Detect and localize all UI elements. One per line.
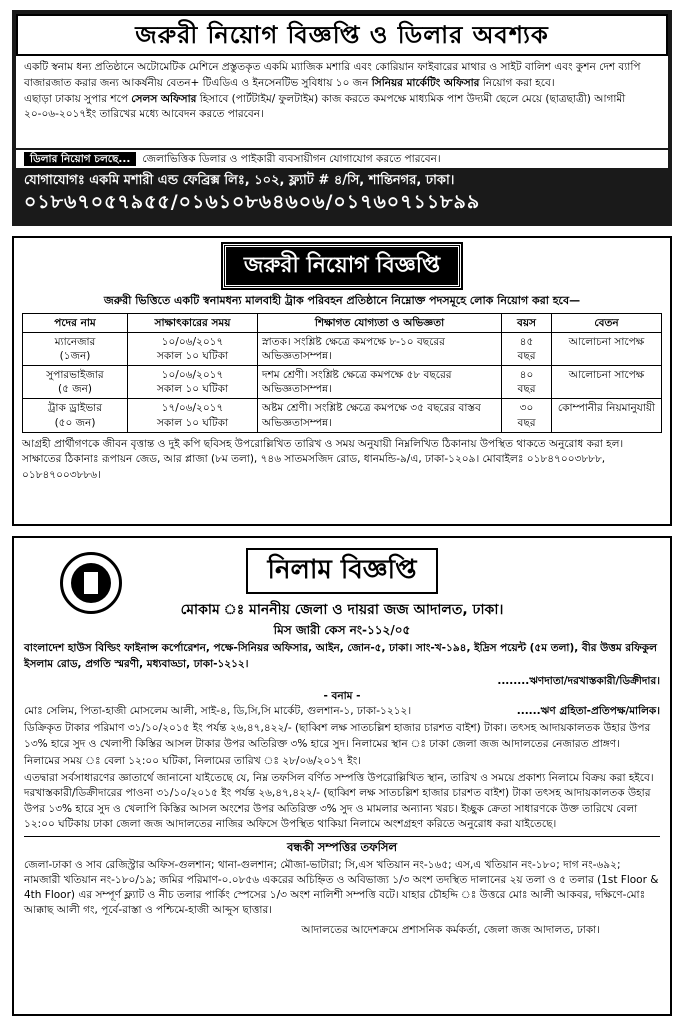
interview-date: ১০/০৬/২০১৭ bbox=[161, 335, 224, 348]
truck-recruitment-ad bbox=[12, 236, 672, 526]
dealer-head: ডিলার নিয়োগ চলছে... bbox=[24, 152, 136, 166]
ad1-para2-bold: সেলস অফিসার bbox=[131, 92, 197, 105]
ad2-footer: আগ্রহী প্রার্থীগণকে জীবন বৃত্তান্ত ও দুই কপি ছবিসহ উপরোল্লিখিত তারিখ ও সময় অনুযায়ী নিম্নলিখিত ঠিকানায় উপস্থিত থাকতে অনুরোধ করা হল। সাক্ষাতের ঠিকানাঃ রূপায়ন জেড, আর প্লাজা (৮ম তলা), ৭৪৬ সাতমসজিদ রোড, ধানমন্ডি-৯/এ, ঢাকা-১২০৯। মোবাইলঃ ০১৮৪৭০০৩৮৮৮, ০১৮৪৭০০৩৮৮৬। bbox=[22, 437, 624, 482]
age: ৩০ bbox=[519, 402, 534, 415]
qualification: স্নাতক। সংশ্লিষ্ট ক্ষেত্রে কমপক্ষে ৮-১০ বছরের অভিজ্ঞতাসম্পন্ন। bbox=[258, 332, 502, 365]
ad1-para1-bold: সিনিয়র মার্কেটিং অফিসার bbox=[371, 76, 480, 89]
qualification: অষ্টম শ্রেণী। সংশ্লিষ্ট ক্ষেত্রে কমপক্ষে ৩৫ বছরের বাস্তব অভিজ্ঞতাসম্পন্ন। bbox=[258, 399, 502, 432]
col-salary: বেতন bbox=[552, 313, 662, 332]
table-row bbox=[23, 366, 662, 399]
interview-date: ১৭/০৬/২০১৭ bbox=[161, 402, 224, 415]
age-unit: বছর bbox=[517, 416, 536, 429]
table-header-row bbox=[23, 313, 662, 332]
schedule-text: জেলা-ঢাকা ও সাব রেজিস্ট্রার অফিস-গুলশান; থানা-গুলশান; মৌজা-ভাটারা; সি,এস খতিয়ান নং-১৬৫; এস,এ খতিয়ান নং-১৮০; দাগ নং-৬৯২; নামজারী খতিয়ান নং-১৮০/১৯; জমির পরিমাণ-০.০৮৫৬ একরের অচিহ্নিত ও অবিভাজ্য ১/৩ অংশ তদস্থিত দালানের ২য় তলা ও ৫ তলার (1st Floor & 4th Floor) এর সম্পূর্ণ ফ্ল্যাট ও নীচ তলার পার্কিং স্পেসের ১/৩ অংশ নালিশী সম্পত্তি বটে। যাহার চৌহদ্দি ঃ উত্তরে মোঃ আলী আকবর, দক্ষিণে-মোঃ আক্কাছ আলী গং, পূর্বে-রাস্তা ও পশ্চিমে-হাজী আব্দুস ছাত্তার। bbox=[24, 858, 659, 917]
signature-line2: প্রশাসনিক কর্মকর্তা, জেলা জজ আদালত, ঢাকা। bbox=[401, 923, 600, 936]
table-row bbox=[23, 399, 662, 432]
age: ৪৫ bbox=[519, 335, 534, 348]
ad1-para1-end: নিয়োগ করা হবে। bbox=[482, 76, 555, 89]
age-unit: বছর bbox=[517, 349, 536, 362]
post-name: সুপারভাইজার bbox=[46, 369, 104, 382]
ad1-para2-start: এছাড়া ঢাকায় সুপার শপে bbox=[24, 92, 128, 105]
ad1-para1: একটি স্বনাম ধন্য প্রতিষ্ঠানে অটোমেটিক মেশিনে প্রস্তুতকৃত একমি ম্যাজিক মশারি এবং কোরিয়ান ফাইবারের মাথার ও সাইট বালিশ এবং কুশন দেশ ব্যাপি বাজারজাত করার জন্য আকর্ষনীয় বেতন+ টিএডিএ ও ইনসেনটিভ সুবিধায় ১০ জন bbox=[24, 61, 641, 89]
age: ৪০ bbox=[519, 369, 534, 382]
salary: আলোচনা সাপেক্ষ bbox=[552, 332, 662, 365]
interview-time: সকাল ১০ ঘটিকা bbox=[156, 383, 229, 396]
ad1-title: জরুরী নিয়োগ বিজ্ঞপ্তি ও ডিলার অবশ্যক bbox=[16, 14, 668, 56]
ad1-phones: ০১৮৬৭০৫৭৯৫৫/০১৬১০৮৬৪৬০৬/০১৭৬০৭১১৮৯৯ bbox=[24, 190, 481, 213]
versus: - বনাম - bbox=[323, 690, 361, 703]
positions-table bbox=[22, 313, 662, 433]
ad1-para2-end: হিসাবে (পার্টটাইম/ ফুলটাইম) কাজ করতে কমপক্ষে মাধ্যমিক পাশ উদ্যমী ছেলে মেয়ে (ছাত্রছাত্রী) আগামী ২০-০৬-২০১৭ইং তারিখের মধ্যে আবেদন করতে পারবেন। bbox=[24, 92, 626, 121]
ad2-title: জরুরী নিয়োগ বিজ্ঞপ্তি bbox=[223, 244, 461, 288]
post-name: ম্যানেজার bbox=[54, 335, 96, 348]
dealer-line bbox=[16, 150, 668, 168]
interview-date: ১০/০৬/২০১৭ bbox=[161, 369, 224, 382]
defendant: মোঃ সেলিম, পিতা-হাজী মোসলেম আলী, সাই-৪, ডি,সি,সি মার্কেট, গুলশান-১, ঢাকা-১২১২। bbox=[24, 705, 412, 718]
salary: কোম্পানীর নিয়মানুযায়ী bbox=[552, 399, 662, 432]
col-qualification: শিক্ষাগত যোগ্যতা ও অভিজ্ঞতা bbox=[258, 313, 502, 332]
col-post: পদের নাম bbox=[23, 313, 128, 332]
dealer-recruitment-ad bbox=[12, 10, 672, 226]
interview-time: সকাল ১০ ঘটিকা bbox=[156, 349, 229, 362]
case-number: মিস জারী কেস নং-১১২/০৫ bbox=[273, 622, 411, 637]
defendant-line bbox=[24, 704, 660, 719]
dealer-text: জেলাভিত্তিক ডিলার ও পাইকারী ব্যবসায়ীগন যোগাযোগ করতে পারবেন। bbox=[142, 152, 441, 165]
ad3-title: নিলাম বিজ্ঞপ্তি bbox=[246, 548, 439, 594]
auction-notice-ad bbox=[12, 536, 672, 1016]
decree-text: ডিক্রিকৃত টাকার পরিমাণ ৩১/১০/২০১৫ ইং পর্যন্ত ২৬,৪৭,৪২২/- (ছাব্বিশ লক্ষ সাতচল্লিশ হাজার চারশত বাইশ) টাকা। তৎসহ আদায়কালতক উহার উপর ১৩% হারে সুদ ও খেলাপী কিস্তির আসল টাকার উপর অতিরিক্ত ৩% হারে সুদ। নিলামের স্থান ঃ ঢাকা জেলা জজ আদালতের নেজারত প্রাঙ্গণ। bbox=[24, 722, 651, 750]
schedule-heading: বন্ধকী সম্পত্তির তফসিল bbox=[24, 836, 660, 856]
interview-time: সকাল ১০ ঘটিকা bbox=[156, 416, 229, 429]
table-row bbox=[23, 332, 662, 365]
plaintiff: বাংলাদেশ হাউস বিল্ডিং ফাইনান্স কর্পোরেশন, পক্ষে-সিনিয়র অফিসার, আইন, জোন-৫, ঢাকা। সাং-খ-১৯৪, ইদ্রিস পয়েন্ট (৫ম তলা), বীর উত্তম রফিকুল ইসলাম রোড, প্রগতি স্মরণী, মধ্যবাড্ডা, ঢাকা-১২১২। bbox=[24, 642, 657, 670]
signature-block bbox=[24, 923, 660, 938]
col-age: বয়স bbox=[502, 313, 552, 332]
plaintiff-role: ........ঋণদাতা/দরখাস্তকারী/ডিক্রীদার। bbox=[497, 674, 660, 687]
hbfc-seal-icon bbox=[60, 552, 122, 614]
col-interview: সাক্ষাৎকারের সময় bbox=[128, 313, 258, 332]
post-count: (৫ জন) bbox=[57, 383, 92, 396]
auction-time: নিলামের সময় ঃ বেলা ১২:০০ ঘটিকা, নিলামের তারিখ ঃ ২৮/০৬/২০১৭ ইং। bbox=[24, 754, 361, 767]
defendant-role: ......ঋণ গ্রহিতা-প্রতিপক্ষ/মালিক। bbox=[516, 705, 660, 718]
age-unit: বছর bbox=[517, 383, 536, 396]
auction-notice-text: এতদ্বারা সর্বসাধারণের জ্ঞাতার্থে জানানো যাইতেছে যে, নিম্ন তফসিল বর্ণিত সম্পত্তি উপরোল্লিখিত স্থান, তারিখ ও সময়ে প্রকাশ্য নিলামে বিক্রয় করা হইবে। দরখাস্তকারী/ডিক্রীদারের পাওনা ৩১/১০/২০১৫ ইং পর্যন্ত ২৬,৪৭,৪২২/- (ছাব্বিশ লক্ষ সাতচল্লিশ হাজার চারশত বাইশ) টাকা তৎসহ আদায়কালতক উহার উপর ১৩% হারে সুদ ও খেলাপি কিস্তির আসল অংশের উপর অতিরিক্ত ৩% সুদ ও মামলার অন্যান্য খরচ। ইচ্ছুক ক্রেতা সাধারণকে উক্ত তারিখে বেলা ১২:০০ ঘটিকায় ঢাকা জেলা জজ আদালতের নাজির অফিসে উপস্থিত থাকিয়া নিলামে অংশগ্রহণ করিতে অনুরোধ করা যাইতেছে। bbox=[24, 772, 654, 830]
ad2-intro: জরুরী ভিত্তিতে একটি স্বনামধন্য মালবাহী ট্রাক পরিবহন প্রতিষ্ঠানে নিম্নোক্ত পদসমূহে লোক নিয়োগ করা হবে— bbox=[103, 293, 581, 307]
post-count: (১জন) bbox=[59, 349, 91, 362]
court-line: মোকাম ঃ মাননীয় জেলা ও দায়রা জজ আদালত, ঢাকা। bbox=[180, 601, 504, 618]
post-count: (৫০ জন) bbox=[54, 416, 96, 429]
salary: আলোচনা সাপেক্ষ bbox=[552, 366, 662, 399]
signature-line1: আদালতের আদেশক্রমে bbox=[301, 923, 399, 936]
post-name: ট্রাক ড্রাইভার bbox=[47, 402, 103, 415]
ad1-body bbox=[16, 56, 668, 148]
ad1-contact: যোগাযোগঃ একমি মশারী এন্ড ফেব্রিক্স লিঃ, ১০২, ফ্ল্যাট # ৪/সি, শান্তিনগর, ঢাকা। bbox=[24, 173, 455, 188]
qualification: দশম শ্রেণী। সংশ্লিষ্ট ক্ষেত্রে কমপক্ষে ৫৮ বছরের অভিজ্ঞতাসম্পন্ন। bbox=[258, 366, 502, 399]
